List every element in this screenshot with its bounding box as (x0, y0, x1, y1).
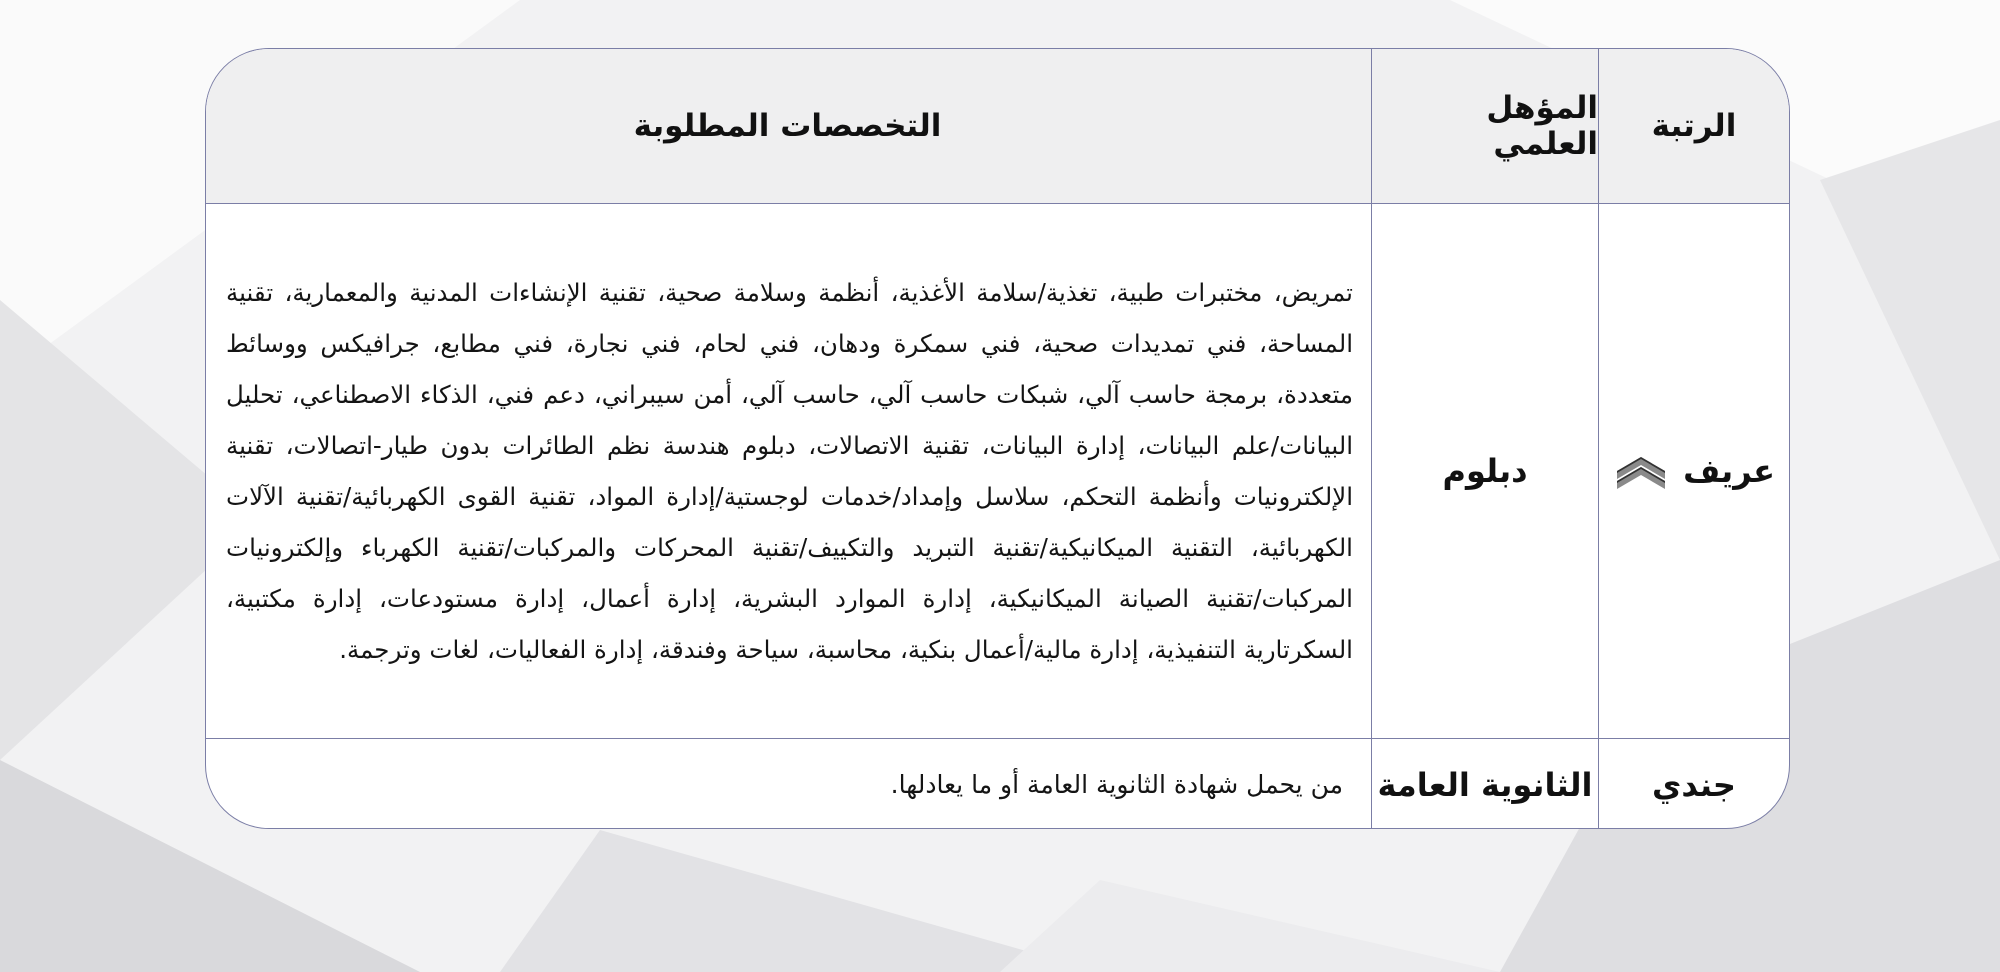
specializations-cell (205, 204, 1372, 738)
rank-label: جندي (1652, 765, 1736, 804)
specializations-text: من يحمل شهادة الثانوية العامة أو ما يعادلها. (890, 770, 1343, 799)
rank-cell (1599, 739, 1789, 829)
table-row (206, 204, 1789, 739)
qualification-cell: دبلوم (1372, 204, 1599, 738)
specializations-text: تمريض، مختبرات طبية، تغذية/سلامة الأغذية، أنظمة وسلامة صحية، تقنية الإنشاءات المدنية والمعمارية، تقنية المساحة، فني تمديدات صحية، فني سمكرة ودهان، فني لحام، فني نجارة، فني مطابع، جرافيكس ووسائط متعددة، برمجة حاسب آلي، شبكات حاسب آلي، حاسب آلي، أمن سيبراني، دعم فني، الذكاء الاصطناعي، تحليل البيانات/علم البيانات، إدارة البيانات، تقنية الاتصالات، دبلوم هندسة نظم الطائرات بدون طيار-اتصالات، تقنية الإلكترونيات وأنظمة التحكم، سلاسل وإمداد/خدمات لوجستية/إدارة المواد، تقنية القوى الكهربائية/تقنية الآلات الكهربائية، التقنية الميكانيكية/تقنية التبريد والتكييف/تقنية المحركات والمركبات/تقنية الكهرباء وإلكترونيات المركبات/تقنية الصيانة الميكانيكية، إدارة الموارد البشرية، إدارة أعمال، إدارة مستودعات، إدارة مكتبية، السكرتارية التنفيذية، إدارة مالية/أعمال بنكية، محاسبة، سياحة وفندقة، إدارة الفعاليات، لغات وترجمة. (226, 278, 1353, 664)
corporal-chevron-icon (1613, 451, 1669, 491)
rank-cell (1599, 204, 1789, 738)
header-qualification: المؤهل العلمي (1372, 49, 1599, 203)
header-rank: الرتبة (1651, 108, 1737, 144)
qualification-cell: الثانوية العامة (1372, 739, 1599, 829)
specializations-cell (205, 739, 1372, 829)
rank-label: عريف (1683, 452, 1775, 490)
requirements-table (205, 48, 1790, 829)
table-row (206, 739, 1789, 829)
header-specializations: التخصصات المطلوبة (205, 49, 1372, 203)
table-header-row (206, 49, 1789, 204)
